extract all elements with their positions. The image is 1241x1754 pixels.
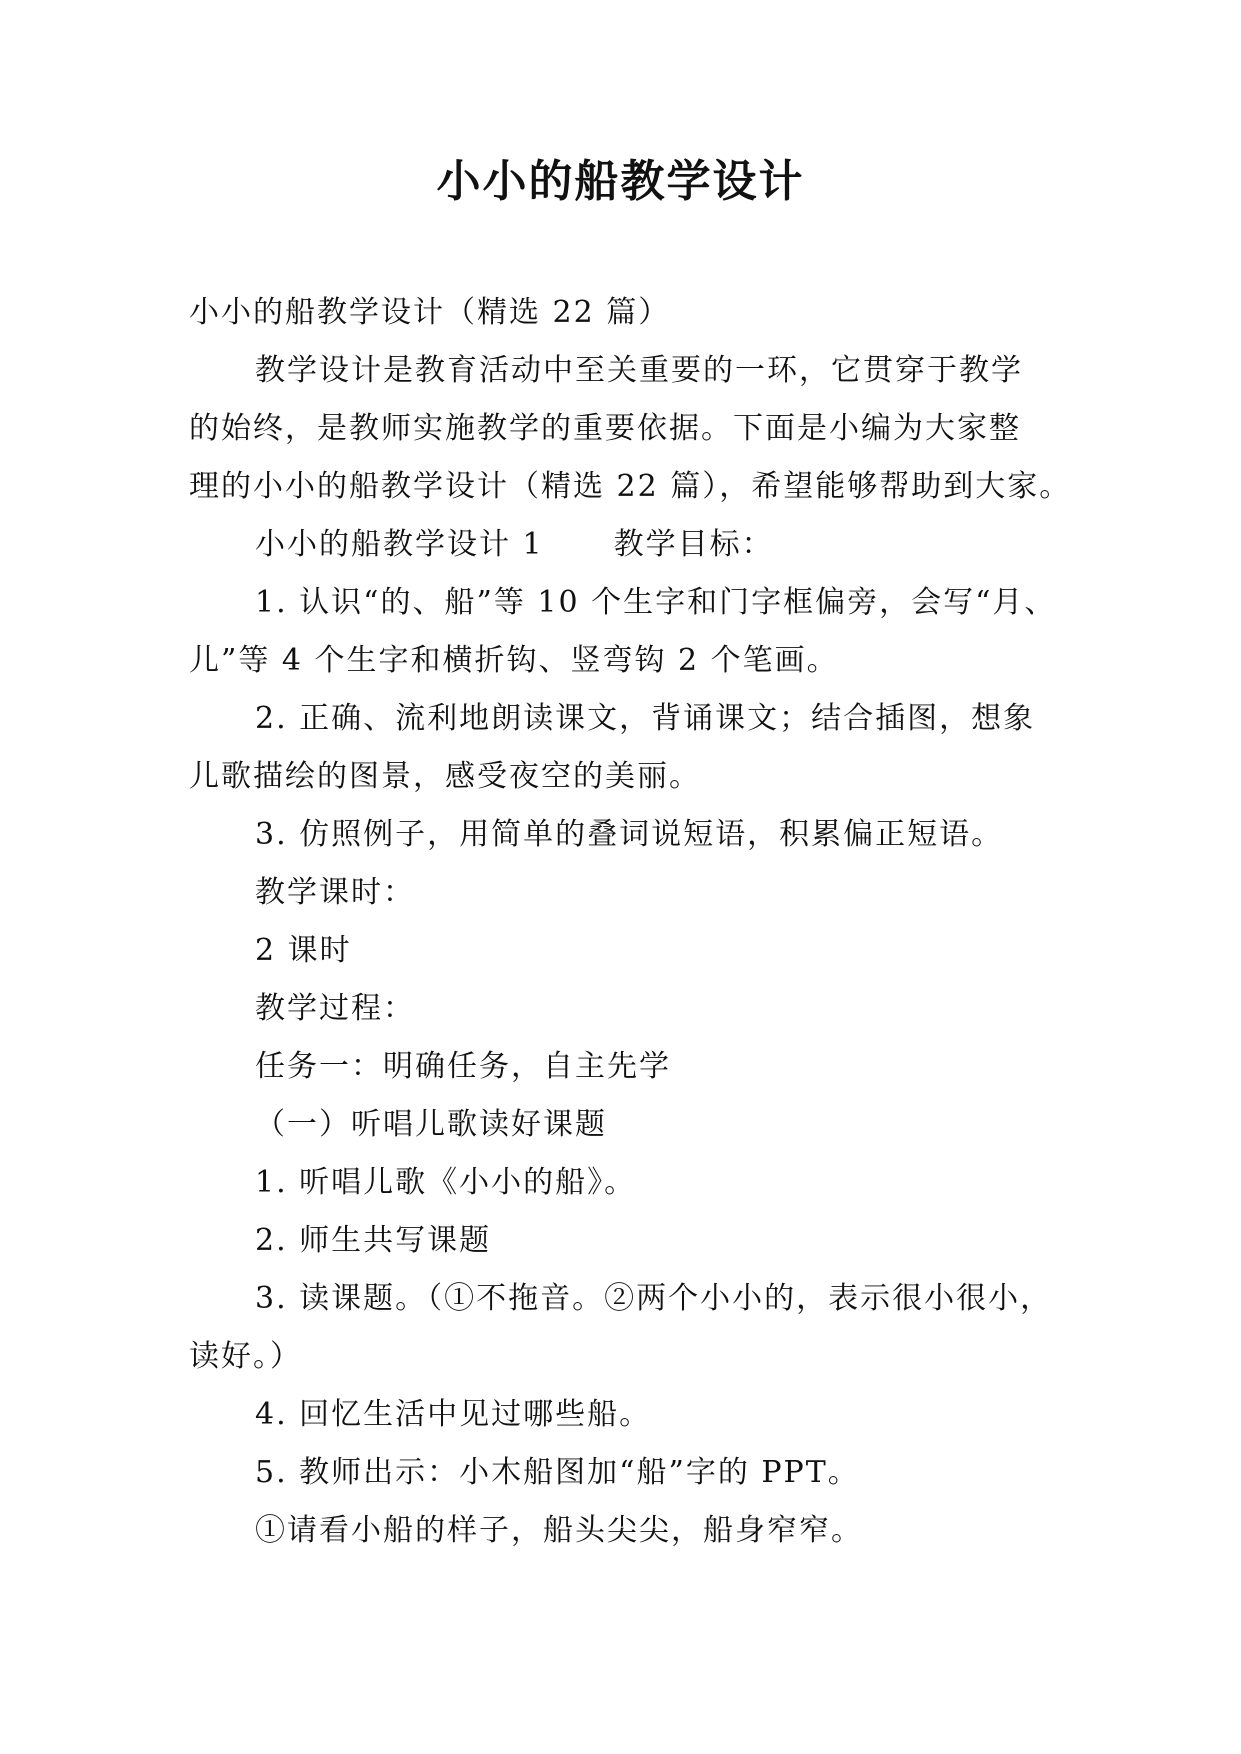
hours-label: 教学课时： <box>255 875 415 910</box>
step3-line-1: 3. 读课题。（①不拖音。②两个小小的，表示很小很小， <box>255 1281 1053 1316</box>
step2: 2. 师生共写课题 <box>255 1223 492 1258</box>
goal3: 3. 仿照例子，用简单的叠词说短语，积累偏正短语。 <box>255 817 1004 852</box>
document-title: 小小的船教学设计 <box>436 156 805 207</box>
part1: （一）听唱儿歌读好课题 <box>255 1107 607 1142</box>
goal1-line-2: 儿”等 4 个生字和横折钩、竖弯钩 2 个笔画。 <box>189 643 839 678</box>
step4: 4. 回忆生活中见过哪些船。 <box>255 1397 652 1432</box>
step3-line-2: 读好。） <box>189 1339 302 1374</box>
hours-value: 2 课时 <box>255 933 352 968</box>
sub1: ①请看小船的样子，船头尖尖，船身窄窄。 <box>255 1513 863 1548</box>
goal2-line-1: 2. 正确、流利地朗读课文，背诵课文；结合插图，想象 <box>255 701 1036 736</box>
intro-line-2: 的始终，是教师实施教学的重要依据。下面是小编为大家整 <box>189 411 1021 446</box>
section1-heading: 小小的船教学设计 1 <box>255 527 544 562</box>
process-label: 教学过程： <box>255 991 415 1026</box>
goal2-line-2: 儿歌描绘的图景，感受夜空的美丽。 <box>189 759 701 794</box>
step1: 1. 听唱儿歌《小小的船》。 <box>255 1165 637 1200</box>
intro-line-3: 理的小小的船教学设计（精选 22 篇），希望能够帮助到大家。 <box>189 469 1072 504</box>
step5: 5. 教师出示：小木船图加“船”字的 PPT。 <box>255 1455 860 1490</box>
objectives-label: 教学目标： <box>613 527 774 562</box>
subtitle: 小小的船教学设计（精选 22 篇） <box>189 295 671 330</box>
task1: 任务一：明确任务，自主先学 <box>255 1049 671 1084</box>
goal1-line-1: 1. 认识“的、船”等 10 个生字和门字框偏旁，会写“月、 <box>255 585 1057 620</box>
intro-line-1: 教学设计是教育活动中至关重要的一环，它贯穿于教学 <box>255 353 1023 388</box>
section1-line <box>189 516 1049 574</box>
document-body <box>189 284 1072 1560</box>
